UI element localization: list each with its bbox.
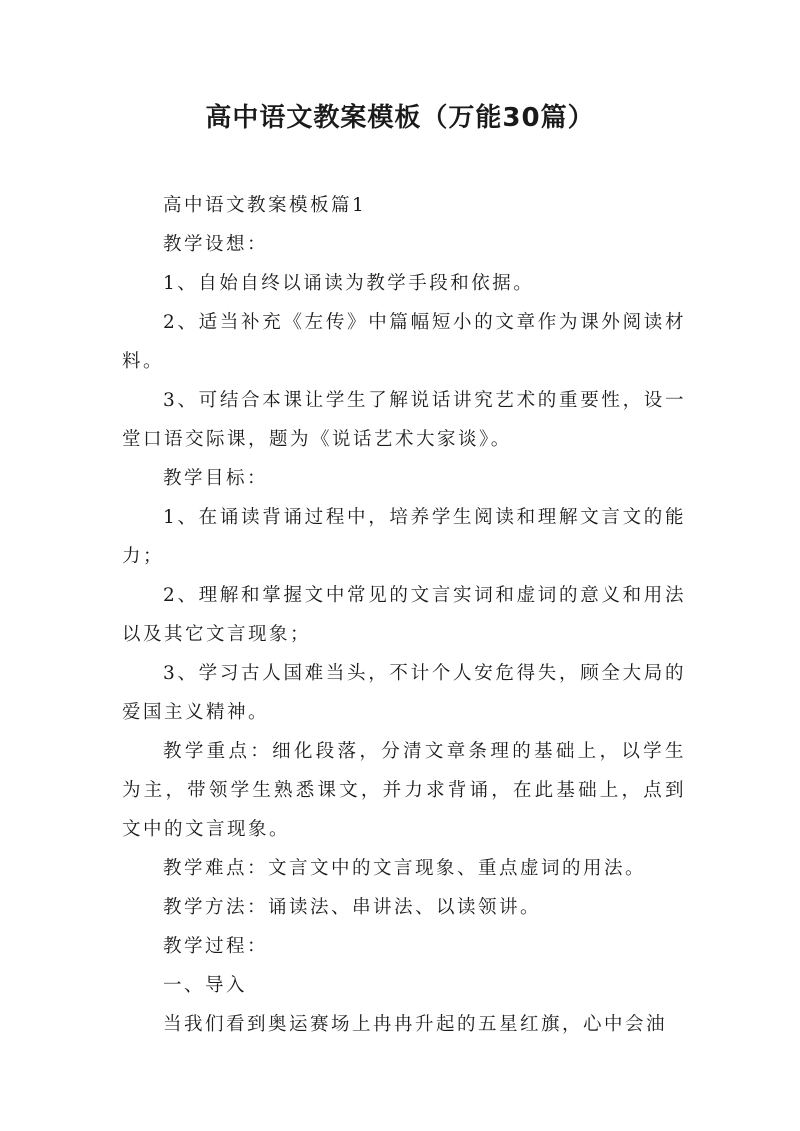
paragraph-intro-heading: 一、导入 (163, 975, 248, 996)
paragraph-goal-1: 1、在诵读背诵过程中，培养学生阅读和理解文言文的能力； (122, 507, 686, 567)
section-heading: 高中语文教案模板篇1 (163, 195, 367, 216)
paragraph-idea-3: 3、可结合本课让学生了解说话讲究艺术的重要性，设一堂口语交际课，题为《说话艺术大家谈》。 (122, 390, 686, 450)
paragraph-teaching-idea-heading: 教学设想： (163, 234, 269, 255)
paragraph-idea-1: 1、自始自终以诵读为教学手段和依据。 (163, 273, 535, 294)
document-body (122, 186, 686, 1044)
paragraph-idea-2: 2、适当补充《左传》中篇幅短小的文章作为课外阅读材料。 (122, 312, 686, 372)
paragraph-goals-heading: 教学目标： (163, 468, 269, 489)
paragraph-goal-3: 3、学习古人国难当头，不计个人安危得失，顾全大局的爱国主义精神。 (122, 663, 686, 723)
paragraph-process-heading: 教学过程： (163, 936, 269, 957)
document-title: 高中语文教案模板（万能30篇） (205, 103, 595, 133)
paragraph-goal-2: 2、理解和掌握文中常见的文言实词和虚词的意义和用法以及其它文言现象； (122, 585, 686, 645)
paragraph-difficulties: 教学难点：文言文中的文言现象、重点虚词的用法。 (163, 858, 647, 879)
paragraph-intro-text: 当我们看到奥运赛场上冉冉升起的五星红旗，心中会油 (163, 1014, 668, 1035)
paragraph-key-points: 教学重点：细化段落，分清文章条理的基础上，以学生为主，带领学生熟悉课文，并力求背诵，在此基础上，点到文中的文言现象。 (122, 741, 686, 840)
paragraph-methods: 教学方法：诵读法、串讲法、以读领讲。 (163, 897, 542, 918)
